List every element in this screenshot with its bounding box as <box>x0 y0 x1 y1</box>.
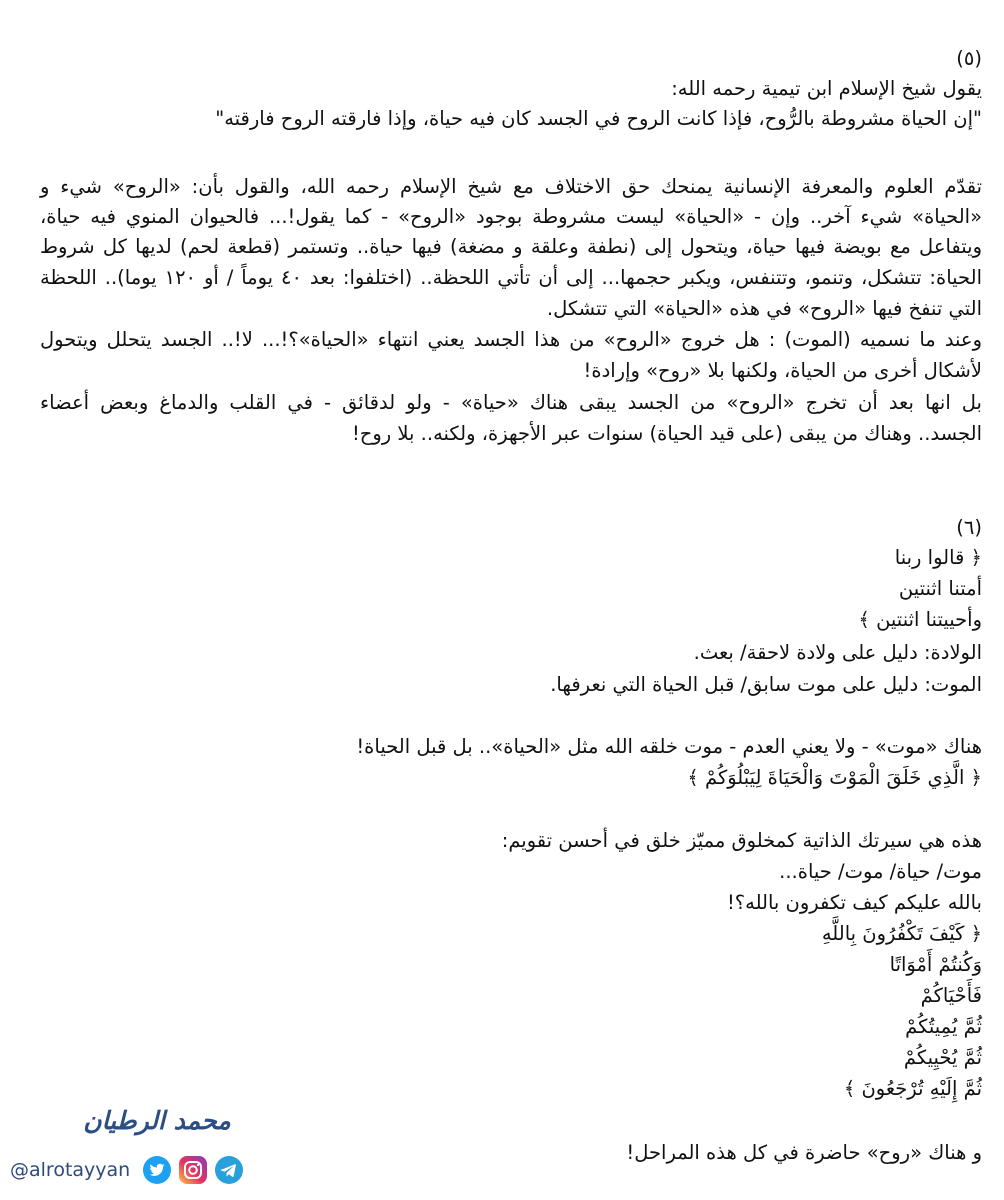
verse-line: أمتنا اثنتين <box>898 577 982 600</box>
author-signature: محمد الرطيان <box>83 1106 231 1135</box>
instagram-icon[interactable] <box>178 1155 208 1185</box>
text-line: بالله عليكم كيف تكفرون بالله؟! <box>726 891 982 914</box>
paragraph-line: تقدّم العلوم والمعرفة الإنسانية يمنحك حق الاختلاف مع شيخ الإسلام رحمه الله، والقول بأن: «الروح» شيء و <box>40 175 982 198</box>
paragraph-line: الجسد.. وهناك من يبقى (على قيد الحياة) سنوات عبر الأجهزة، ولكنه.. بلا روح! <box>351 422 982 445</box>
text-line: هناك «موت» - ولا يعني العدم - موت خلقه الله مثل «الحياة».. بل قبل الحياة! <box>356 735 982 758</box>
social-handle[interactable]: @alrotayyan <box>10 1159 131 1181</box>
section-6-number: (٦) <box>956 516 982 539</box>
verse-line: فَأَحْيَاكُمْ <box>920 984 982 1007</box>
closing-line: و هناك «روح» حاضرة في كل هذه المراحل! <box>626 1141 982 1164</box>
text-line: موت/ حياة/ موت/ حياة... <box>779 860 982 883</box>
paragraph-line: لأشكال أخرى من الحياة، ولكنها بلا «روح» وإرادة! <box>583 359 982 382</box>
text-line: الموت: دليل على موت سابق/ قبل الحياة التي نعرفها. <box>550 673 982 696</box>
quote-text: "إن الحياة مشروطة بالرُّوح، فإذا كانت الروح في الجسد كان فيه حياة، وإذا فارقته الروح فارقته" <box>215 107 982 130</box>
text-line: هذه هي سيرتك الذاتية كمخلوق مميّز خلق في أحسن تقويم: <box>501 829 982 852</box>
paragraph-line: وعند ما نسميه (الموت) : هل خروج «الروح» من هذا الجسد يعني انتهاء «الحياة»؟!... لا!.. الجسد يتحلل ويتحول <box>40 328 982 351</box>
verse-line: ثُمَّ إِلَيْهِ تُرْجَعُونَ ﴾ <box>843 1077 982 1100</box>
social-handle-row <box>10 1154 244 1186</box>
section-5-number: (٥) <box>956 47 982 70</box>
verse-line: ثُمَّ يُمِيتُكُمْ <box>905 1015 982 1038</box>
paragraph-line: الحياة: تتشكل، وتنمو، وتتنفس، ويكبر حجمها... إلى أن تأتي اللحظة.. (اختلفوا: بعد ٤٠ يوماً / أو ١٢٠ يوما).. اللحظة <box>40 266 982 289</box>
verse-line: ﴿ الَّذِي خَلَقَ الْمَوْتَ وَالْحَيَاةَ لِيَبْلُوَكُمْ ﴾ <box>687 766 982 789</box>
text-line: الولادة: دليل على ولادة لاحقة/ بعث. <box>693 641 982 664</box>
paragraph-line: ويتفاعل مع بويضة فيها حياة، ويتحول إلى (نطفة وعلقة و مضغة) فيها حياة.. وتستمر (قطعة لحم) لديها كل شروط <box>40 235 982 258</box>
verse-line: وأحييتنا اثنتين ﴾ <box>858 608 982 631</box>
quote-intro: يقول شيخ الإسلام ابن تيمية رحمه الله: <box>671 77 982 100</box>
verse-line: ثُمَّ يُحْيِيكُمْ <box>903 1046 982 1069</box>
verse-line: ﴿ كَيْفَ تَكْفُرُونَ بِاللَّهِ <box>821 922 982 945</box>
telegram-icon[interactable] <box>214 1155 244 1185</box>
twitter-icon[interactable] <box>142 1155 172 1185</box>
verse-line: وَكُنتُمْ أَمْوَاتًا <box>889 953 982 976</box>
paragraph-line: «الحياة» شيء آخر.. وإن - «الحياة» ليست مشروطة بوجود «الروح» - كما يقول!... فالحيوان المنوي فيه حياة، <box>40 205 982 228</box>
paragraph-line: التي تنفخ فيها «الروح» في هذه «الحياة» التي تتشكل. <box>546 297 982 320</box>
paragraph-line: بل انها بعد أن تخرج «الروح» من الجسد يبقى هناك «حياة» - ولو لدقائق - في القلب والدماغ وبعض أعضاء <box>40 391 982 414</box>
verse-line: ﴿ قالوا ربنا <box>894 546 982 569</box>
